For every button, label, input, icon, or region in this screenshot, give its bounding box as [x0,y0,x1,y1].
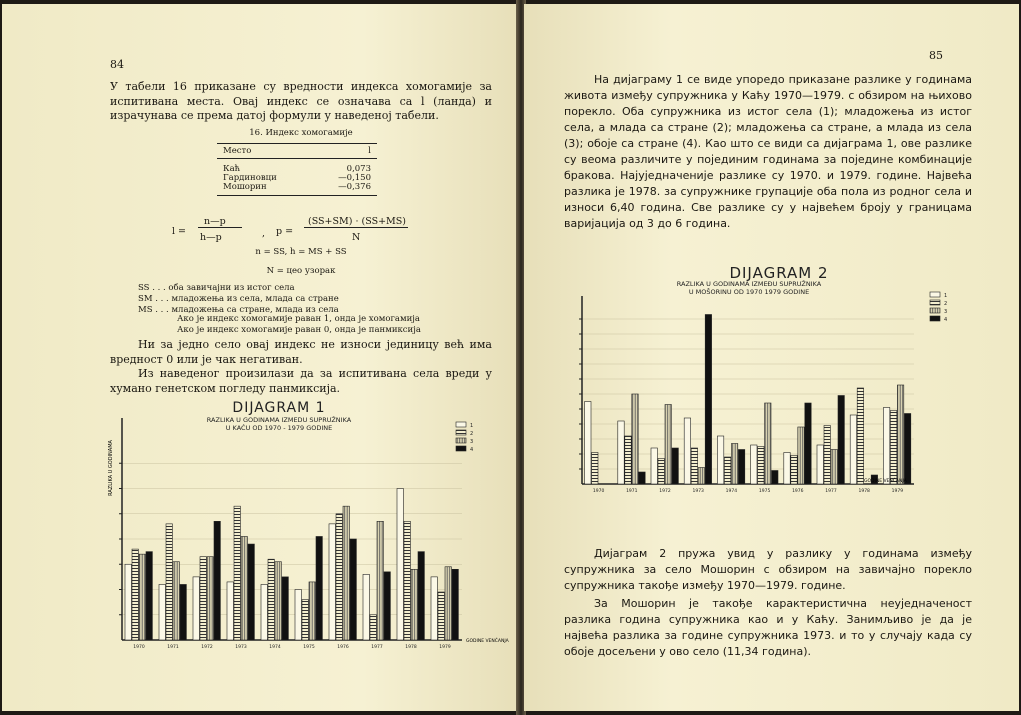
bar-1971-series-2 [166,524,172,640]
condition-2: Ако је индекс хомогамије раван 0, онда је панмиксија [177,325,421,335]
condition-1: Ако је индекс хомогамије раван 1, онда је хомогамија [177,314,420,324]
bar-1978-series-1 [397,489,403,641]
table-title: 16. Индекс хомогамије [249,128,353,138]
x-tick-label: 1976 [337,645,349,650]
diagram-1-title: DIJAGRAM 1 [232,400,326,416]
diagram-2-subtitle-line-1: RAZLIKA U GODINAMA IZMEĐU SUPRUŽNIKA [676,280,822,288]
bar-1977-series-1 [817,445,823,484]
diagram-1-subtitle-line-1: RAZLIKA U GODINAMA IZMEDU SUPRUŽNIKA [206,416,352,424]
bar-1972-series-2 [658,459,664,485]
x-tick-label: 1973 [692,489,704,494]
diagram-2-legend [930,292,947,323]
legend-label-3: 3 [944,309,948,315]
bar-1976-series-3 [798,427,804,484]
x-tick-label: 1974 [269,645,281,650]
bar-1971-series-1 [618,421,624,484]
legend-swatch-2 [930,300,940,305]
bar-1977-series-3 [377,521,383,640]
bar-1970-series-3 [139,554,145,640]
bar-1977-series-4 [384,572,390,640]
bar-1976-series-2 [336,514,342,640]
bar-1976-series-4 [350,539,356,640]
diagram-1-subtitle-line-2: U KAĆU OD 1970 - 1979 GODINE [225,424,333,432]
bar-1971-series-2 [625,436,631,484]
table-cell-value: —0,376 [338,182,371,192]
bar-1974-series-4 [738,450,744,485]
bar-1971-series-3 [632,394,638,484]
formula-p-label: p = [276,226,294,237]
x-tick-label: 1979 [891,489,904,494]
bar-1974-series-2 [268,559,274,640]
bar-1972-series-1 [651,448,657,484]
bar-1979-series-4 [904,414,910,485]
x-tick-label: 1972 [659,489,671,494]
bar-1971-series-1 [159,584,165,640]
bar-1975-series-2 [758,447,764,485]
diagram-1-x-ticks [133,644,451,650]
bar-1973-series-4 [705,315,711,485]
bar-1973-series-2 [234,506,240,640]
right-paragraph-1: На дијаграму 1 се виде упоредо приказане разлике у годинама живота између супружника у Каћу 1970—1979. с обзиром на њихово порекло. Оба супружника из истог села (1); младожења из истог села, а млада са стране (2); младожења са стране, а млада из села (3); обоје са стране (4). Као што се види са дијаграма 1, ове разлике су веома различите у појединим годинама за поједине комбинације бракова. Најуједначеније разлике су 1970. и 1979. године. Највећа разлика је 1978. за супружнике групације оба пола из родног села и износи 6,40 година. Све разлике су у највећем броју у границама варијација од 3 до 6 година. [564,73,972,230]
bar-1975-series-4 [316,536,322,640]
x-tick-label: 1975 [303,645,315,650]
table-header-index: l [368,146,371,156]
bar-1976-series-2 [791,456,797,485]
bar-1979-series-1 [431,577,437,640]
diagram-2-x-label: GODINE VENČANJA [864,479,907,484]
legend-swatch-3 [456,438,466,443]
right-paragraph-2: Дијаграм 2 пружа увид у разлику у годинама између супружника за село Мошорин с обзиром на завичајно порекло супружника такође између 1970—1979. године. [564,547,972,592]
bar-1974-series-1 [717,436,723,484]
x-tick-label: 1978 [405,645,417,650]
bar-1975-series-3 [765,403,771,484]
fraction-bar [304,227,408,228]
legend-label-1: 1 [944,293,948,299]
legend-label-4: 4 [470,447,474,453]
bar-1973-series-1 [227,582,233,640]
fraction-bar [198,227,242,228]
bar-1973-series-3 [698,468,704,485]
x-tick-label: 1973 [235,645,247,650]
bar-1974-series-3 [275,562,281,640]
formula-line-2: n = SS, h = MS + SS [255,247,347,257]
x-tick-label: 1972 [201,645,213,650]
legend-swatch-2 [456,430,466,435]
legend-line-ss: SS . . . оба завичајни из истог села [138,283,295,293]
diagram-2-title: DIJAGRAM 2 [729,264,829,282]
bar-1975-series-1 [751,445,757,484]
diagram-1-legend [456,422,473,453]
legend-label-2: 2 [944,301,948,307]
paragraph-2: Ни за једно село овај индекс не износи јединицу већ има вредност 0 или је чак негативан. [110,338,492,366]
bar-1973-series-3 [241,536,247,640]
formula [172,212,422,272]
table-cell-value: 0,073 [346,164,371,174]
bar-1978-series-1 [850,415,856,484]
bar-1976-series-1 [329,524,335,640]
page-number-left: 84 [110,58,124,71]
bar-1972-series-4 [672,448,678,484]
bar-1971-series-4 [639,472,645,484]
x-tick-label: 1971 [626,489,638,494]
formula-l-denominator: h—p [200,232,222,243]
bar-1974-series-2 [724,457,730,484]
legend-label-4: 4 [944,317,948,323]
bar-1971-series-3 [173,562,179,640]
table-cell-place: Мошорин [223,182,267,192]
x-tick-label: 1970 [133,645,145,650]
formula-line-3: N = цео узорак [266,266,336,276]
intro-paragraph: У табели 16 приказане су вредности индекса хомогамије за испитивана места. Овај индекс се означава са l (ланда) и израчунава се према датој формули у наведеној табели. [110,80,492,122]
bar-1974-series-4 [282,577,288,640]
table-cell-place: Каћ [223,164,241,174]
legend-line-sm: SM . . . младожења из села, млада са стране [138,294,339,304]
formula-p-denominator: N [352,232,361,243]
bar-1977-series-1 [363,574,369,640]
right-paragraph-3: За Мошорин је такође карактеристична неуједначеност разлика година супружника као и у Каћу. Занимљиво је да је највећа разлика за године супружника 1973. и то у случају када су обоје досељени у ово село (11,34 година). [564,597,972,658]
bar-1970-series-4 [146,552,152,640]
legend-swatch-4 [930,316,940,321]
bar-1975-series-3 [309,582,315,640]
bar-1976-series-1 [784,453,790,485]
x-tick-label: 1979 [439,645,451,650]
diagram-2-subtitle-line-2: U MOŠORINU OD 1970 1979 GODINE [688,288,810,296]
bar-1972-series-3 [665,405,671,485]
bar-1976-series-3 [343,506,349,640]
table-cell-value: —0,150 [338,173,371,183]
bar-1973-series-4 [248,544,254,640]
bar-1976-series-4 [805,403,811,484]
formula-separator: , [262,228,266,239]
legend-swatch-3 [930,308,940,313]
diagram-2-bars [585,315,911,485]
bar-1979-series-1 [883,408,889,485]
bar-1978-series-2 [404,521,410,640]
formula-l-label: l = [172,226,187,237]
legend-swatch-1 [456,422,466,427]
legend-label-2: 2 [470,431,474,437]
bar-1974-series-3 [731,444,737,485]
bar-1973-series-2 [691,448,697,484]
legend-swatch-4 [456,446,466,451]
bar-1972-series-2 [200,557,206,640]
x-tick-label: 1974 [725,489,738,494]
table-row [217,183,377,192]
legend-swatch-1 [930,292,940,297]
conditions [177,314,487,336]
bar-1979-series-2 [890,411,896,485]
bar-1970-series-1 [585,402,591,485]
paragraph-3: Из наведеног произилази да за испитивана села вреди у хумано генетском погледу панмиксија. [110,367,492,395]
bar-1977-series-2 [824,426,830,485]
bar-1979-series-3 [897,385,903,484]
left-page [2,4,518,711]
x-tick-label: 1977 [825,489,837,494]
bar-1973-series-1 [684,418,690,484]
table-header-place: Место [223,146,252,156]
page-number-right: 85 [929,49,943,62]
diagram-2-chart [574,288,974,520]
bar-1970-series-2 [132,549,138,640]
bar-1978-series-4 [418,552,424,640]
x-tick-label: 1970 [592,489,605,494]
diagram-1-x-label: GODINE VENČANJA [466,639,509,644]
formula-p-numerator: (SS+SM) · (SS+MS) [308,216,406,227]
x-tick-label: 1975 [758,489,771,494]
bar-1979-series-2 [438,592,444,640]
right-page [524,4,1019,711]
x-tick-label: 1977 [371,645,383,650]
bar-1977-series-3 [831,450,837,485]
x-tick-label: 1978 [858,489,870,494]
bar-1972-series-3 [207,557,213,640]
bar-1975-series-2 [302,600,308,640]
bar-1970-series-1 [125,564,131,640]
x-tick-label: 1971 [167,645,179,650]
legend-lines [138,283,438,316]
diagram-1-y-label: RAZLIKA U GODINAMA [108,440,114,496]
legend-label-1: 1 [470,423,474,429]
bar-1975-series-1 [295,590,301,641]
homogamy-table [217,143,377,196]
table-cell-place: Гардиновци [223,173,277,183]
bar-1974-series-1 [261,584,267,640]
diagram-1-chart [106,408,509,650]
bar-1975-series-4 [772,471,778,485]
bar-1978-series-2 [857,388,863,484]
bar-1971-series-4 [180,584,186,640]
legend-label-3: 3 [470,439,474,445]
x-tick-label: 1976 [792,489,804,494]
legend-line-ms: MS . . . младожења са стране, млада из села [138,305,339,315]
bar-1977-series-4 [838,396,844,485]
diagram-2-x-ticks [593,488,903,494]
bar-1979-series-3 [445,567,451,640]
bar-1977-series-2 [370,615,376,640]
bar-1972-series-4 [214,521,220,640]
bar-1972-series-1 [193,577,199,640]
bar-1970-series-2 [592,453,598,485]
bar-1979-series-4 [452,569,458,640]
formula-l-numerator: n—p [204,216,226,227]
bar-1978-series-3 [411,569,417,640]
